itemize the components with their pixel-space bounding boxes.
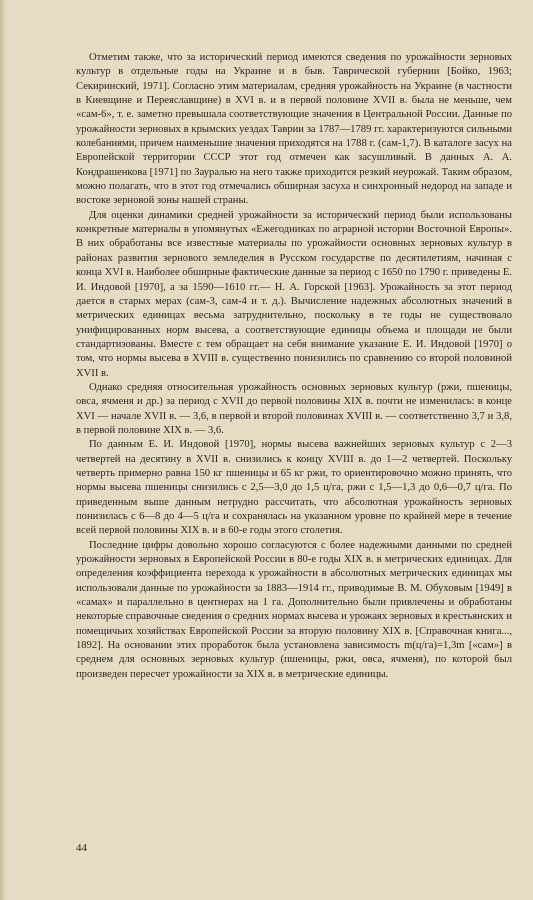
page-binding-edge bbox=[0, 0, 6, 900]
paragraph: Для оценки динамики средней урожайности за исторический период были использованы конкретные материалы в упомянутых «Ежегодниках по аграрной истории Восточной Европы». В них обработаны все известные материалы по урожайности основных зерновых культур в районах развития зернового земледелия в Русском государстве по десятилетиям, начиная с конца XVI в. Наиболее обширные фактические данные за период с 1650 по 1790 г. приведены Е. И. Индовой [1970], а за 1590—1610 гг.— Н. А. Горской [1963]. Урожайность за этот период дается в старых мерах (сам-3, сам-4 и т. д.). Вычисление надежных абсолютных значений в метрических единицах весьма затруднительно, поскольку в те годы не существовало унифицированных норм высева, а соответствующие единицы объема и площади не были стандартизованы. Вместе с тем обращает на себя внимание указание Е. И. Индовой [1970] о том, что нормы высева в XVIII в. существенно понизились по сравнению со второй половиной XVII в. bbox=[76, 209, 512, 379]
paragraph: Последние цифры довольно хорошо согласуются с более надежными данными по средней урожайности зерновых в Европейской России в 80-е годы XIX в. в метрических единицах. Для определения коэффициента перехода к урожайности в абсолютных метрических единицах мы использовали данные по урожайности за 1883—1914 гг., приводимые В. М. Обуховым [1949] в «самах» и параллельно в центнерах на 1 га. Дополнительно были привлечены и обработаны некоторые справочные сведения о средних нормах высева и урожаях зерновых в крестьянских и помещичьих хозяйствах Европейской России за вторую половину XIX в. [Справочная книга..., 1892]. На основании этих проработок была установлена зависимость m(ц/га)=1,3m [«сам»] в среднем для основных зерновых культур (пшеницы, ржи, овса, ячменя), по которой был произведен пересчет урожайности за XIX в. в метрические единицы. bbox=[76, 539, 512, 680]
page-number: 44 bbox=[76, 842, 87, 854]
body-text bbox=[76, 51, 512, 682]
paragraph: Отметим также, что за исторический период имеются сведения по урожайности зерновых культур в отдельные годы на Украине и в быв. Таврической губернии [Бойко, 1963; Секиринский, 1971]. Согласно этим материалам, средняя урожайность на Украине (в частности в Киевщине и Переяславщине) в XVI в. и в первой половине XVII в. была не меньше, чем «сам-6», т. е. заметно превышала соответствующие значения в Центральной России. Данные по урожайности зерновых в крымских уездах Таврии за 1787—1789 гг. характеризуются сильными колебаниями, причем наименьшие значения приходятся на 1788 г. (сам-1,7). В каталоге засух на Европейской территории СССР этот год отмечен как засушливый. В данных А. А. Кондрашенкова [1971] по Зауралью на него также приходится резкий неурожай. Таким образом, можно полагать, что в этот год отмечались обширная засуха и синхронный недород на западе и востоке зерновой зоны нашей страны. bbox=[76, 52, 512, 207]
paragraph: Однако средняя относительная урожайность основных зерновых культур (ржи, пшеницы, овса, ячменя и др.) за период с XVII до первой половины XIX в. почти не изменилась: в конце XVI — начале XVII в. — 3,6, в первой и второй половинах XVIII в. — соответственно 3,7 и 3,8, в первой половине XIX в. — 3,6. bbox=[76, 381, 512, 436]
paragraph: По данным Е. И. Индовой [1970], нормы высева важнейших зерновых культур с 2—3 четвертей на десятину в XVII в. снизились к концу XVIII в. до 1—2 четвертей. Поскольку четверть примерно равна 150 кг пшеницы и 65 кг ржи, то ориентировочно можно принять, что нормы высева пшеницы снизились с 2,5—3,0 до 1,5 ц/га, ржи с 1,5—1,3 до 0,6—0,7 ц/га. По приведенным выше данным нетрудно рассчитать, что абсолютная урожайность зерновых понизилась с 6—8 до 4—5 ц/га и сохранялась на указанном уровне по крайней мере в течение всей первой половины XIX в. и в 60-е годы этого столетия. bbox=[76, 439, 512, 537]
